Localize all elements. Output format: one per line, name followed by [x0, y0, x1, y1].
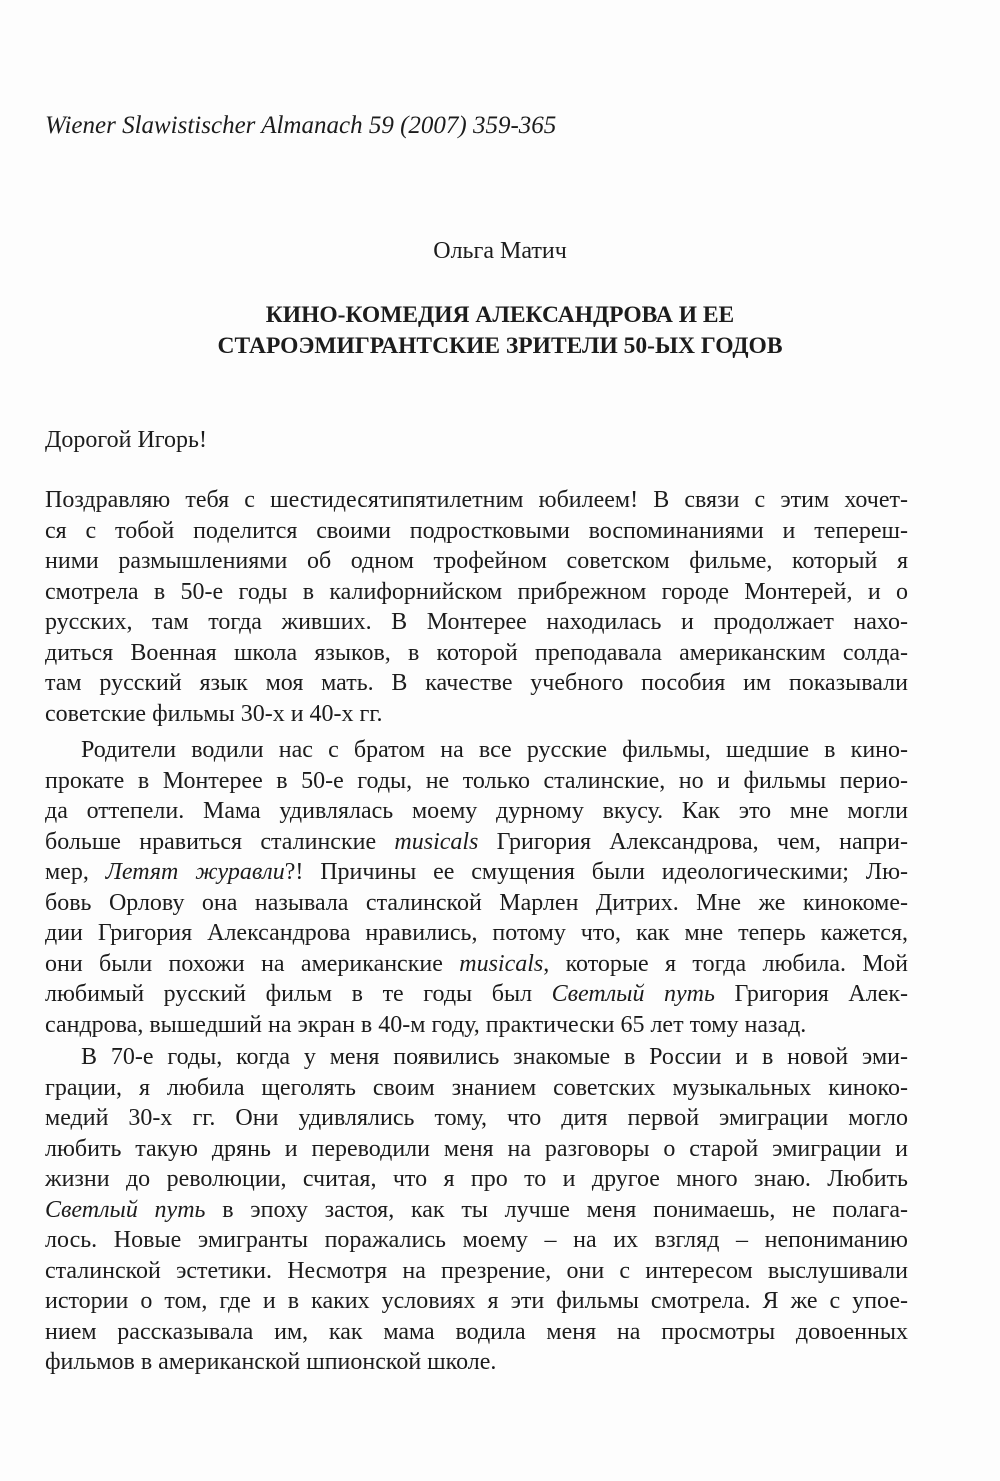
text-run: Григория Александрова, чем, напри-: [478, 828, 909, 855]
text-line: смотрела в 50-е годы в калифорнийском прибрежном городе Монтерей, и о: [45, 578, 908, 605]
text-run: Григория Алек-: [714, 981, 909, 1007]
film-title: Светлый путь: [551, 981, 715, 1007]
text-line: [45, 949, 908, 980]
article-title: [0, 300, 1000, 362]
text-line: медий 30-х гг. Они удивлялись тому, что дитя первой эмиграции могло: [45, 1105, 908, 1131]
text-line: Поздравляю тебя с шестидесятипятилетним юбилеем! В связи с этим хочет-: [45, 487, 908, 513]
running-head: Wiener Slawistischer Almanach 59 (2007) 359-365: [45, 112, 557, 139]
italic-term: musicals: [459, 950, 544, 977]
text-line: русских, там тогда живших. В Монтерее находилась и продолжает нахо-: [45, 609, 908, 635]
text-run: они были похожи на американские: [45, 950, 460, 977]
text-line: сандрова, вышедший на экран в 40-м году, практически 65 лет тому назад.: [45, 1011, 807, 1038]
paragraph-3: [45, 1042, 908, 1378]
paragraph-2: [45, 735, 908, 1040]
text-line: бовь Орлову она называла сталинской Марлен Дитрих. Мне же кинокоме-: [45, 889, 908, 916]
text-line: ся с тобой поделится своими подростковыми воспоминаниями и теперeш-: [45, 517, 908, 544]
text-line: [45, 979, 908, 1010]
text-run: любимый русский фильм в те годы был: [45, 981, 552, 1007]
text-line: лось. Новые эмигранты поражались моему – на их взгляд – непониманию: [45, 1227, 908, 1253]
text-line: В 70-е годы, когда у меня появились знакомые в России и в новой эми-: [81, 1044, 908, 1070]
text-line: [45, 827, 908, 858]
paragraph-1: [45, 485, 908, 729]
author-name: Ольга Матич: [433, 238, 567, 264]
text-line: грации, я любила щеголять своим знанием советских музыкальных киноко-: [45, 1074, 908, 1101]
text-line: Родители водили нас с братом на все русские фильмы, шедшие в кино-: [81, 737, 908, 763]
text-line: да оттепели. Мама удивлялась моему дурному вкусу. Как это мне могли: [45, 798, 908, 824]
text-run: , которые я тогда любила. Мой: [543, 950, 908, 977]
text-line: [45, 1195, 908, 1226]
text-line: истории о том, где и в каких условиях я эти фильмы смотрела. Я же с упое-: [45, 1288, 908, 1314]
text-line: любить такую дрянь и переводили меня на разговоры о старой эмиграции и: [45, 1135, 908, 1162]
text-line: сталинской эстетики. Несмотря на презрение, они с интересом выслушивали: [45, 1257, 908, 1284]
text-run: в эпоху застоя, как ты лучше меня понимаешь, не полага-: [205, 1196, 908, 1223]
salutation: Дорогой Игорь!: [45, 427, 207, 453]
text-line: жизни до революции, считая, что я про то и другое много знаю. Любить: [45, 1166, 908, 1192]
title-line: КИНО-КОМЕДИЯ АЛЕКСАНДРОВА И ЕЕ: [265, 302, 735, 328]
italic-term: musicals: [394, 828, 479, 855]
text-line: там русский язык моя мать. В качестве учебного пособия им показывали: [45, 670, 908, 696]
text-line: ними размышлениями об одном трофейном советском фильме, который я: [45, 548, 908, 574]
text-line: нием рассказывала им, как мама водила меня на просмотры довоенных: [45, 1318, 908, 1345]
text-line: диться Военная школа языков, в которой преподавала американским солда-: [45, 639, 908, 666]
title-line: СТАРОЭМИГРАНТСКИЕ ЗРИТЕЛИ 50-ЫХ ГОДОВ: [217, 333, 783, 359]
film-title: Светлый путь: [45, 1196, 206, 1223]
text-line: прокате в Монтерее в 50-е годы, не только сталинские, но и фильмы перио-: [45, 767, 908, 794]
text-run: больше нравиться сталинские: [45, 828, 395, 855]
film-title: Летят журавли: [105, 859, 285, 885]
text-line: [45, 857, 908, 888]
text-line: советские фильмы 30-х и 40-х гг.: [45, 700, 383, 727]
text-line: фильмов в американской шпионской школе.: [45, 1349, 497, 1375]
text-line: дии Григория Александрова нравились, потому что, как мне теперь кажется,: [45, 920, 908, 946]
text-run: ?! Причины ее смущения были идеологическими; Лю-: [284, 859, 908, 885]
text-run: мер,: [45, 859, 106, 885]
